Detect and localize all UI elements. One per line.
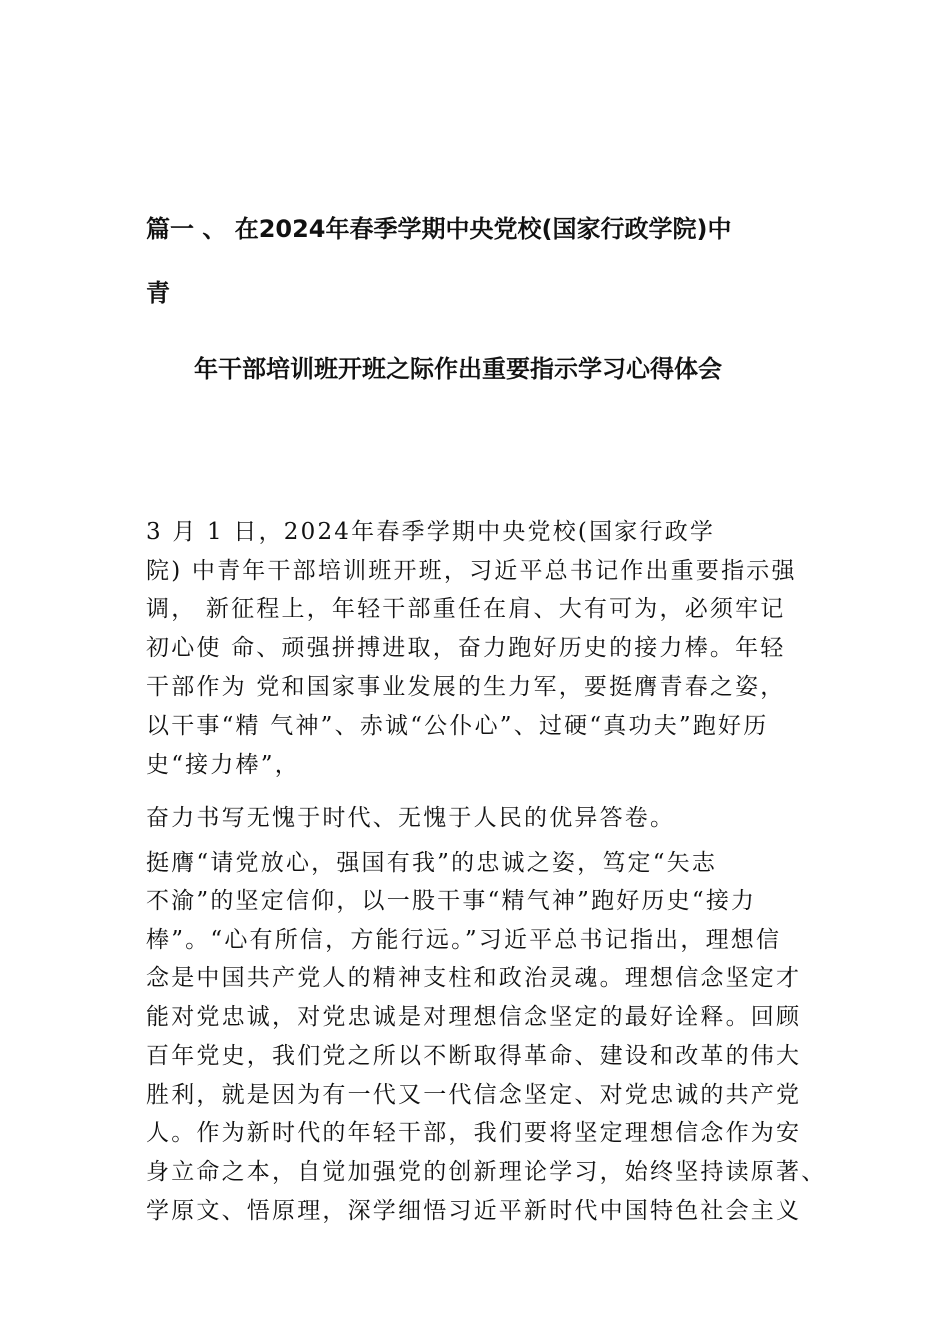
body-line: 3 月 1 日，2024年春季学期中央党校(国家行政学 [146, 519, 716, 545]
body-line: 调， 新征程上，年轻干部重任在肩、大有可为，必须牢记 [146, 596, 786, 622]
body-line: 院) 中青年干部培训班开班，习近平总书记作出重要指示强 [146, 558, 797, 584]
body-line: 棒”。“心有所信，方能行远。”习近平总书记指出，理想信 [146, 927, 782, 953]
body-line: 初心使 命、顽强拼搏进取，奋力跑好历史的接力棒。年轻 [146, 635, 786, 661]
body-line: 以干事“精 气神”、赤诚“公仆心”、过硬“真功夫”跑好历 [146, 713, 769, 739]
body-line: 百年党史，我们党之所以不断取得革命、建设和改革的伟大 [146, 1043, 802, 1069]
body-line: 史“接力棒”， [146, 752, 300, 778]
title-line-1: 篇一 、 在2024年春季学期中央党校(国家行政学院)中 [146, 215, 732, 243]
title-line-3: 年干部培训班开班之际作出重要指示学习心得体会 [194, 355, 722, 383]
body-line: 能对党忠诚，对党忠诚是对理想信念坚定的最好诠释。回顾 [146, 1004, 802, 1030]
title-line-2: 青 [146, 279, 170, 307]
body-line: 挺膺“请党放心，强国有我”的忠诚之姿，笃定“矢志 [146, 850, 718, 876]
body-line: 胜利，就是因为有一代又一代信念坚定、对党忠诚的共产党 [146, 1082, 802, 1108]
body-line: 人。作为新时代的年轻干部，我们要将坚定理想信念作为安 [146, 1120, 802, 1146]
body-line: 干部作为 党和国家事业发展的生力军，要挺膺青春之姿， [146, 674, 786, 700]
body-line: 学原文、悟原理，深学细悟习近平新时代中国特色社会主义 [146, 1198, 802, 1224]
body-line: 身立命之本，自觉加强党的创新理论学习，始终坚持读原著、 [146, 1159, 827, 1185]
body-line: 不渝”的坚定信仰，以一股干事“精气神”跑好历史“接力 [146, 888, 757, 914]
body-line: 奋力书写无愧于时代、无愧于人民的优异答卷。 [146, 805, 676, 831]
body-line: 念是中国共产党人的精神支柱和政治灵魂。理想信念坚定才 [146, 965, 802, 991]
